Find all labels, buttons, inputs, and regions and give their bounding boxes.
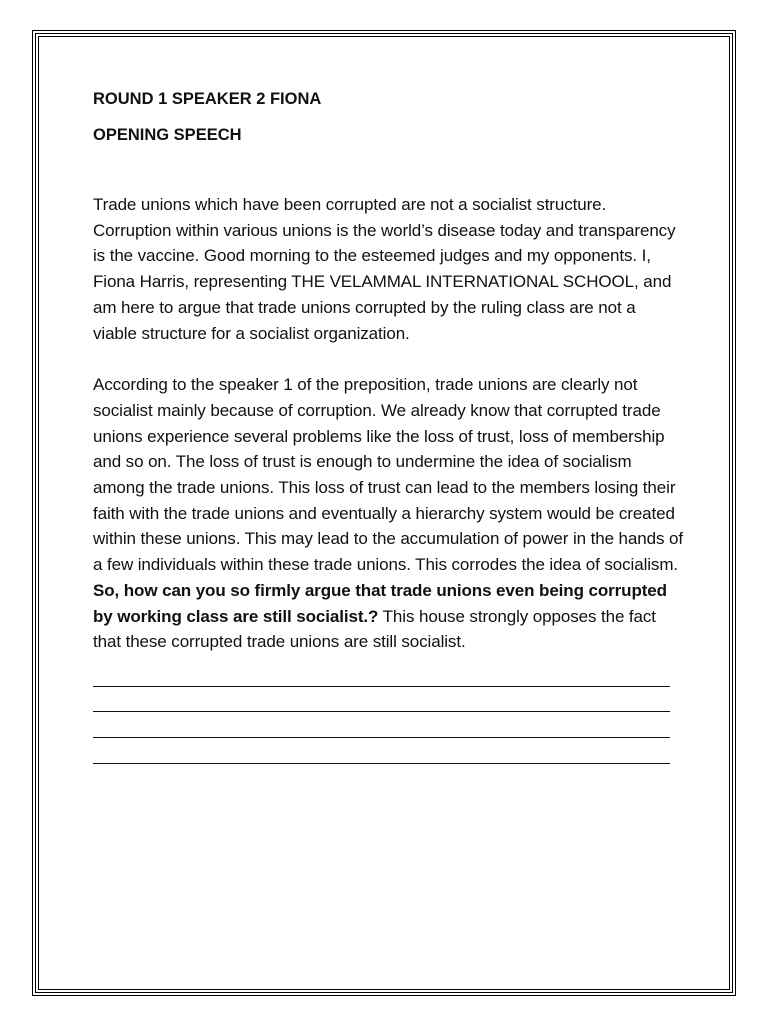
paragraph-argument xyxy=(93,372,683,655)
paragraph-introduction: Trade unions which have been corrupted are not a socialist structure. Corruption within various unions is the world’s disease today and transparency is the vaccine. Good morning to the esteemed judges and my opponents. I, Fiona Harris, representing THE VELAMMAL INTERNATIONAL SCHOOL, and am here to argue that trade unions corrupted by the ruling class are not a viable structure for a socialist organization. xyxy=(93,195,676,343)
blank-line xyxy=(93,661,670,687)
paragraph-argument-text: According to the speaker 1 of the preposition, trade unions are clearly not socialist mainly because of corruption. We already know that corrupted trade unions experience several problems like the loss of trust, loss of membership and so on. The loss of trust is enough to undermine the idea of socialism among the trade unions. This loss of trust can lead to the members losing their faith with the trade unions and eventually a hierarchy system would be created within these unions. This may lead to the accumulation of power in the hands of a few individuals within these trade unions. This corrodes the idea of socialism. xyxy=(93,375,683,575)
round-speaker-heading: ROUND 1 SPEAKER 2 FIONA xyxy=(93,90,322,108)
document-body xyxy=(93,88,683,764)
opening-speech-heading: OPENING SPEECH xyxy=(93,126,242,144)
paragraph-argument-question: So, how can you so firmly argue that trade unions even being corrupted by working class are still socialist.? xyxy=(93,580,667,626)
blank-line xyxy=(93,712,670,738)
blank-line xyxy=(93,738,670,764)
paragraph-argument-closing: This house strongly opposes the fact that these corrupted trade unions are still socialist. xyxy=(93,606,656,652)
blank-line xyxy=(93,687,670,713)
blank-answer-lines xyxy=(93,661,683,764)
